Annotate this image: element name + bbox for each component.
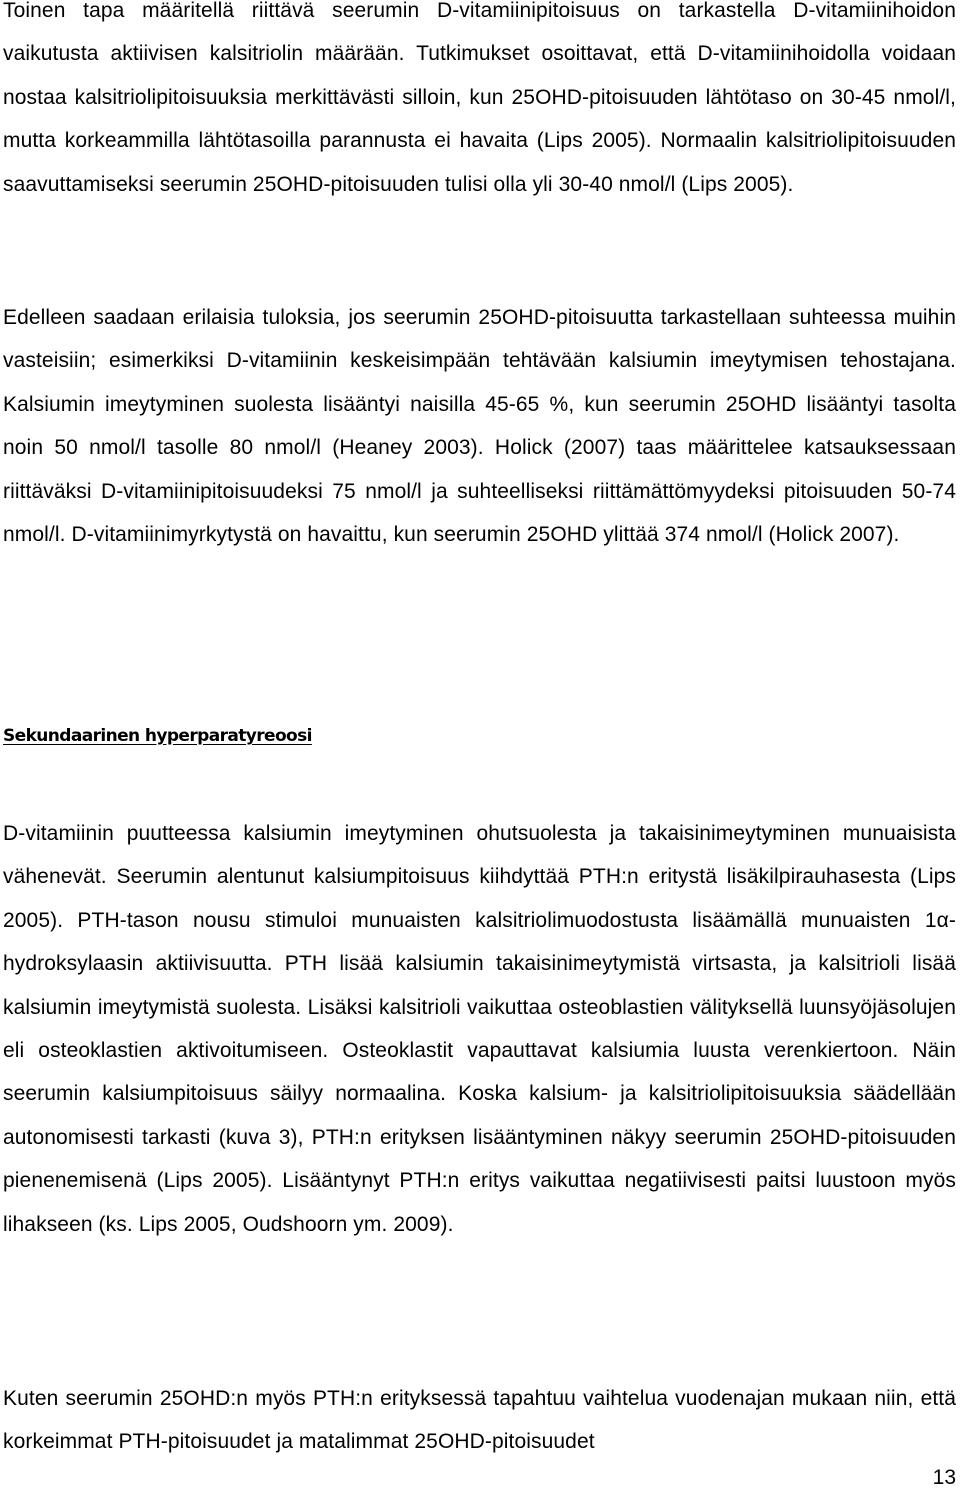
section-heading: Sekundaarinen hyperparatyreoosi (3, 726, 312, 746)
section-paragraph-2: Kuten seerumin 25OHD:n myös PTH:n erityksessä tapahtuu vaihtelua vuodenajan mukaan niin, että korkeimmat PTH-pitoisuudet ja matalimmat 25OHD-pitoisuudet (3, 1387, 956, 1454)
paragraph-1: Toinen tapa määritellä riittävä seerumin D-vitamiinipitoisuus on tarkastella D-vitamiinihoidon vaikutusta aktiivisen kalsitriolin määrään. Tutkimukset osoittavat, että D-vitamiinihoidolla voidaan nostaa kalsitriolipitoisuuksia merkittävästi silloin, kun 25OHD-pitoisuuden lähtötaso on 30-45 nmol/l, mutta korkeammilla lähtötasoilla parannusta ei havaita (Lips 2005). Normaalin kalsitriolipitoisuuden saavuttamiseksi seerumin 25OHD-pitoisuuden tulisi olla yli 30-40 nmol/l (Lips 2005). (3, 0, 956, 196)
paragraph-2: Edelleen saadaan erilaisia tuloksia, jos seerumin 25OHD-pitoisuutta tarkastellaan suhteessa muihin vasteisiin; esimerkiksi D-vitamiinin keskeisimpään tehtävään kalsiumin imeytymisen tehostajana. Kalsiumin imeytyminen suolesta lisääntyi naisilla 45-65 %, kun seerumin 25OHD lisääntyi tasolta noin 50 nmol/l tasolle 80 nmol/l (Heaney 2003). Holick (2007) taas määrittelee katsauksessaan riittäväksi D-vitamiinipitoisuudeksi 75 nmol/l ja suhteelliseksi riittämättömyydeksi pitoisuuden 50-74 nmol/l. D-vitamiinimyrkytystä on havaittu, kun seerumin 25OHD ylittää 374 nmol/l (Holick 2007). (3, 306, 956, 547)
section-paragraph-1: D-vitamiinin puutteessa kalsiumin imeytyminen ohutsuolesta ja takaisinimeytyminen munuaisista vähenevät. Seerumin alentunut kalsiumpitoisuus kiihdyttää PTH:n eritystä lisäkilpirauhasesta (Lips 2005). PTH-tason nousu stimuloi munuaisten kalsitriolimuodostusta lisäämällä munuaisten 1α-hydroksylaasin aktiivisuutta. PTH lisää kalsiumin takaisinimeytymistä virtsasta, ja kalsitrioli lisää kalsiumin imeytymistä suolesta. Lisäksi kalsitrioli vaikuttaa osteoblastien välityksellä luunsyöjäsolujen eli osteoklastien aktivoitumiseen. Osteoklastit vapauttavat kalsiumia luusta verenkiertoon. Näin seerumin kalsiumpitoisuus säilyy normaalina. Koska kalsium- ja kalsitriolipitoisuuksia säädellään autonomisesti tarkasti (kuva 3), PTH:n erityksen lisääntyminen näkyy seerumin 25OHD-pitoisuuden pienenemisenä (Lips 2005). Lisääntynyt PTH:n eritys vaikuttaa negatiivisesti paitsi luustoon myös lihakseen (ks. Lips 2005, Oudshoorn ym. 2009). (3, 822, 956, 1236)
page-number: 13 (932, 1466, 956, 1489)
